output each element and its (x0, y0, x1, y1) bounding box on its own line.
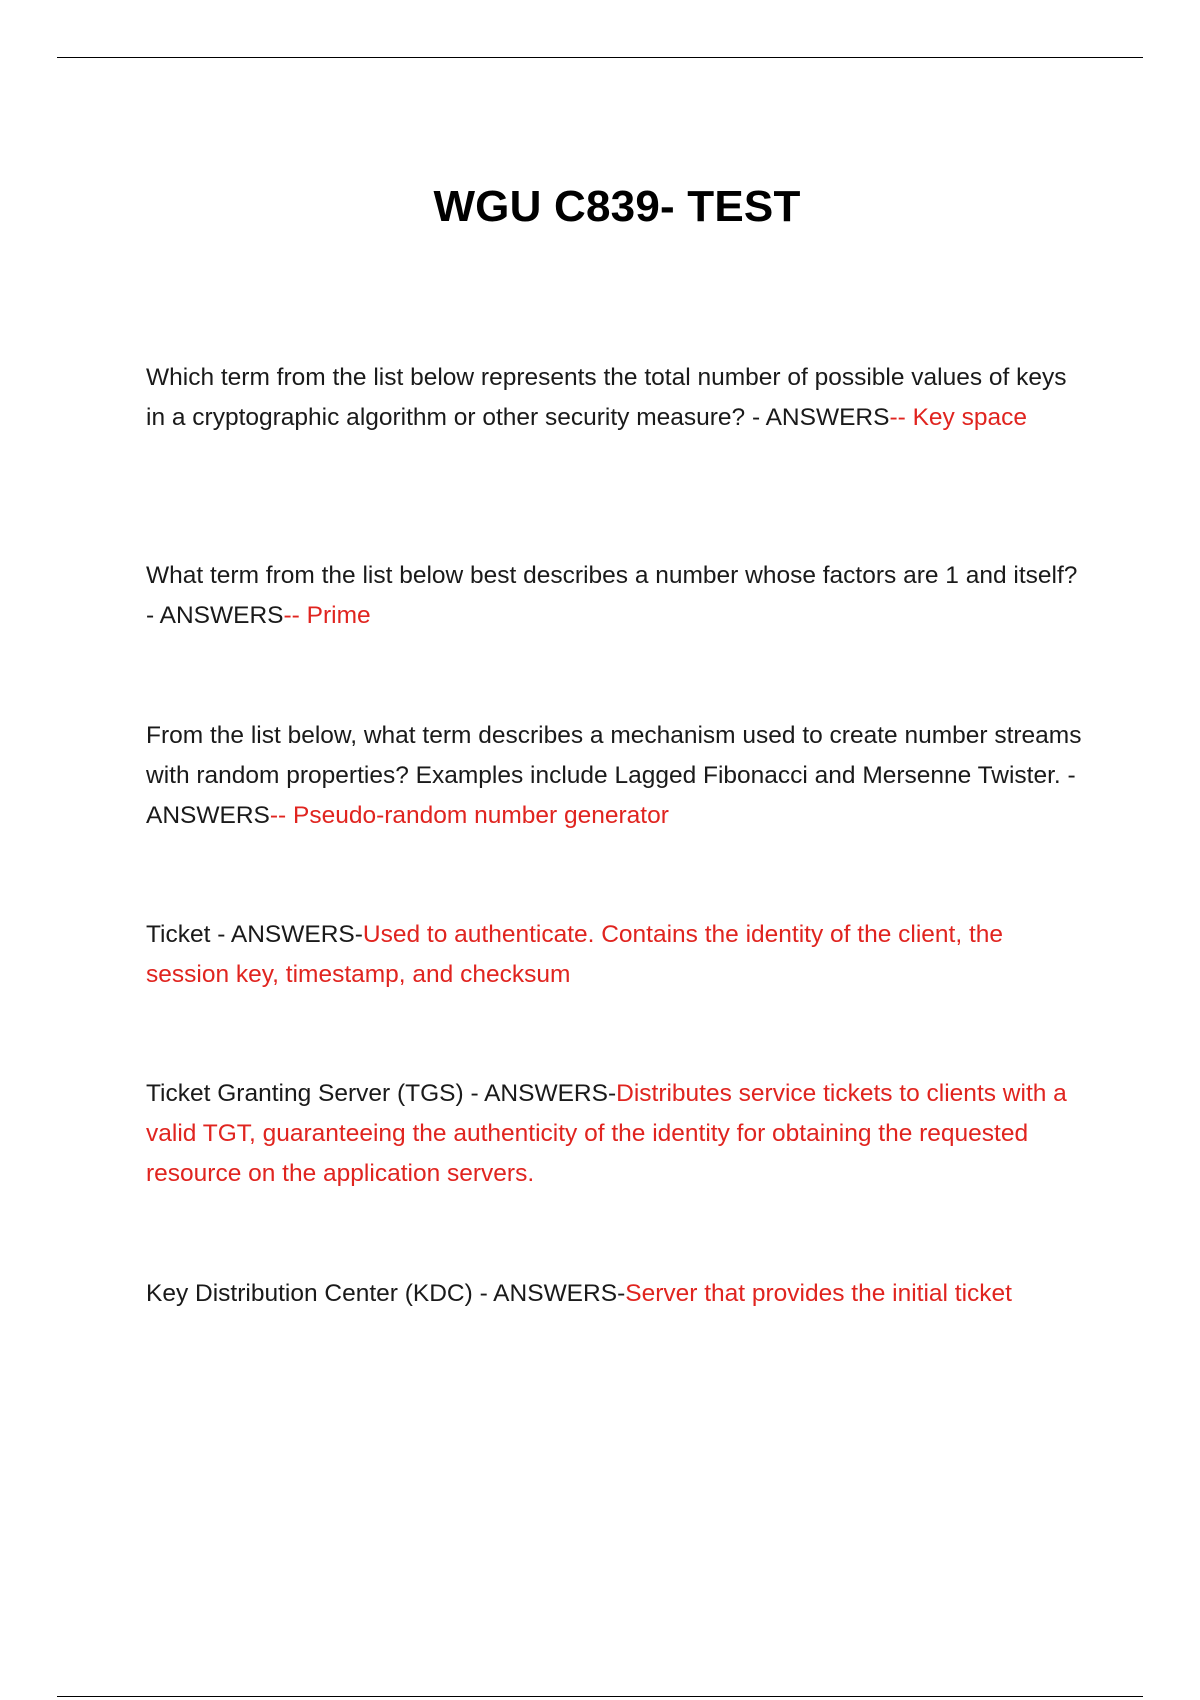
answer-text: Server that provides the initial ticket (625, 1280, 1012, 1307)
question-text: Key Distribution Center (KDC) - ANSWERS- (146, 1280, 626, 1307)
question-text: Ticket - ANSWERS- (146, 921, 363, 948)
question-text: Which term from the list below represents the total number of possible values of keys in a cryptographic algorithm or other security measure? - ANSWERS (146, 364, 1067, 431)
bottom-rule (57, 1696, 1143, 1697)
question-text: What term from the list below best describes a number whose factors are 1 and itself? - ANSWERS (146, 562, 1078, 629)
top-rule (57, 57, 1143, 58)
qa-entry-2 (146, 556, 1086, 636)
qa-entry-6 (146, 1274, 1086, 1314)
answer-text: -- Key space (889, 404, 1027, 431)
question-text: From the list below, what term describes a mechanism used to create number streams with random properties? Examples include Lagged Fibonacci and Mersenne Twister. - ANSWERS (146, 722, 1082, 829)
answer-text: Distributes service tickets to clients with a valid TGT, guaranteeing the authenticity of the identity for obtaining the requested resource on the application servers. (146, 1080, 1067, 1187)
qa-entry-5 (146, 1074, 1086, 1194)
page-title: WGU C839- TEST (433, 182, 801, 232)
answer-text: Used to authenticate. Contains the identity of the client, the session key, timestamp, and checksum (146, 921, 1004, 988)
qa-entry-3 (146, 716, 1086, 836)
answer-text: -- Pseudo-random number generator (269, 802, 669, 829)
qa-entry-4 (146, 915, 1086, 995)
question-text: Ticket Granting Server (TGS) - ANSWERS- (146, 1080, 617, 1107)
answer-text: -- Prime (283, 602, 371, 629)
qa-entry-1 (146, 358, 1086, 438)
